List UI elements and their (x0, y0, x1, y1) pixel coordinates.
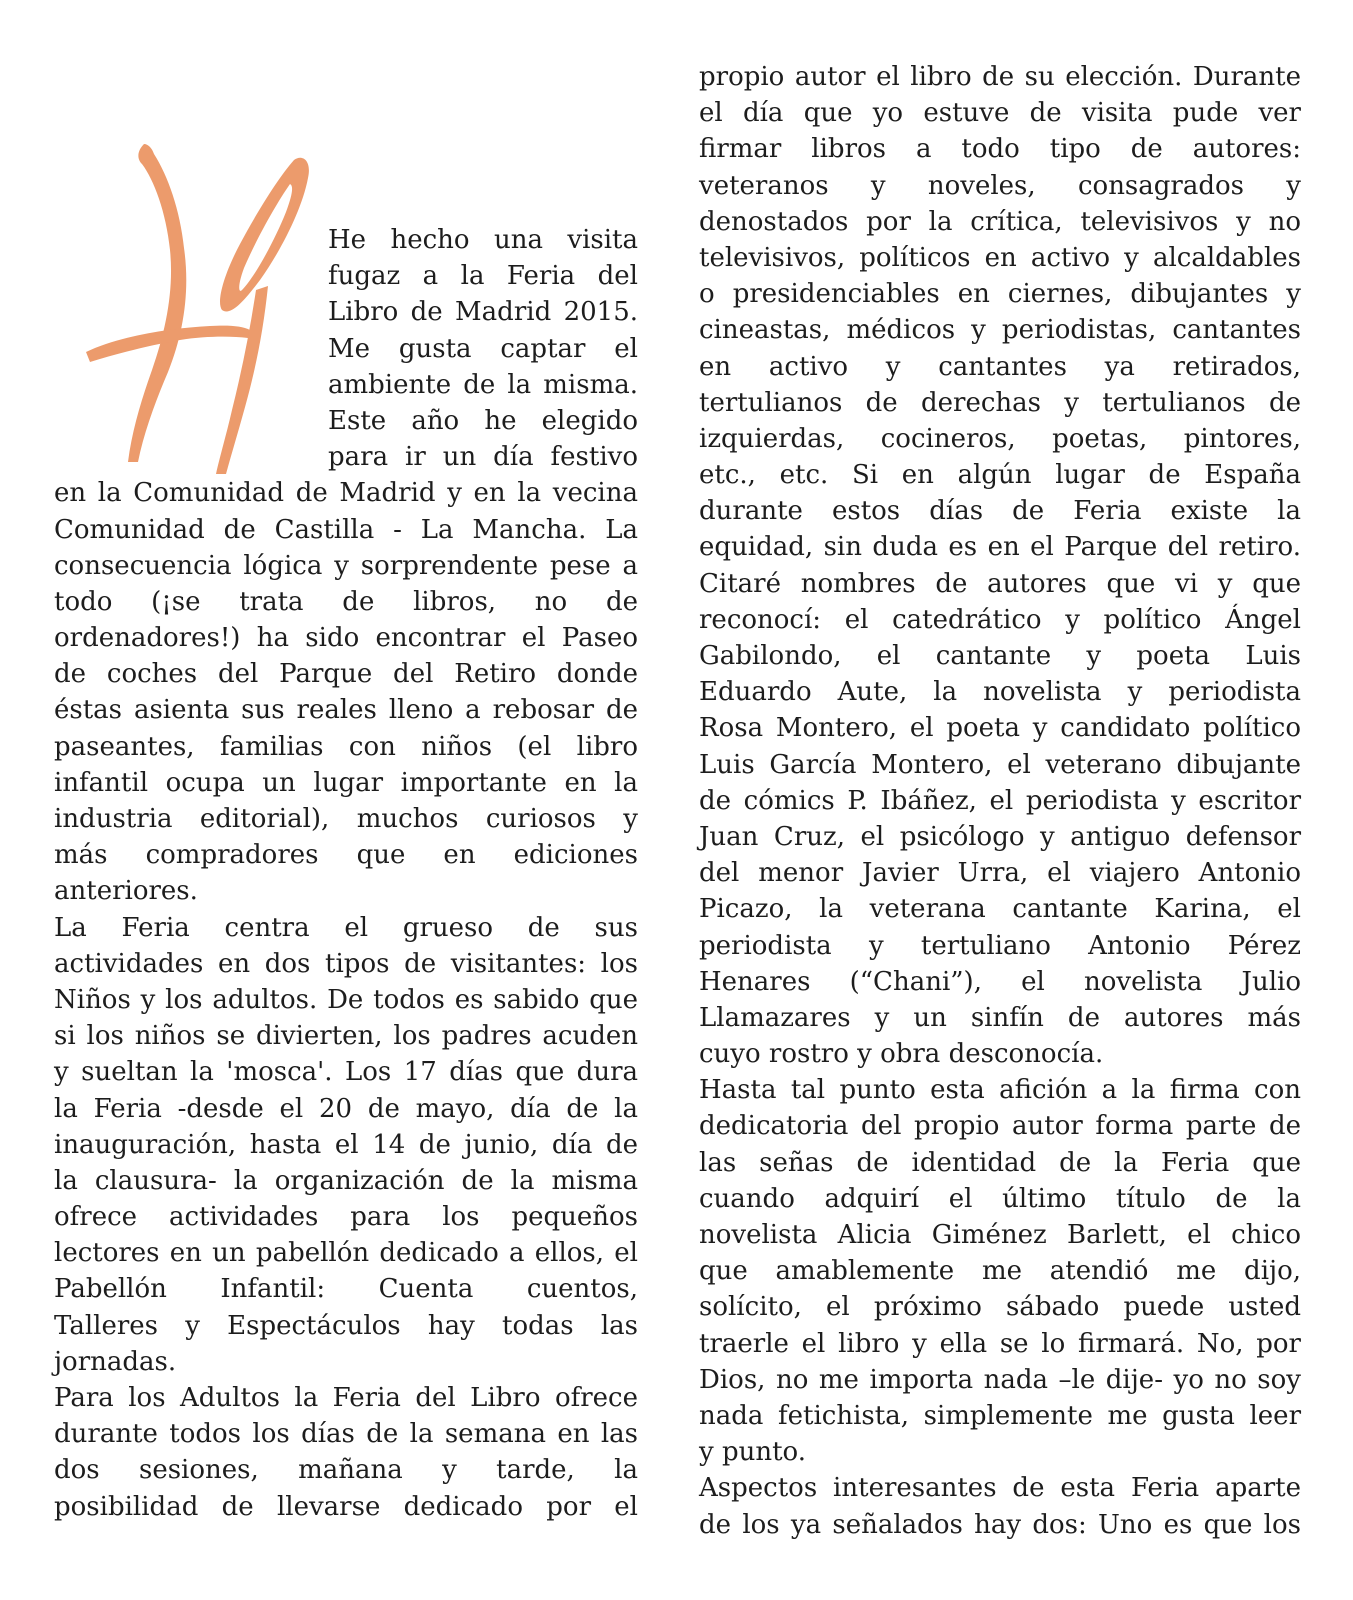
text-line: dos sesiones, mañana y tarde, la (54, 1455, 638, 1486)
text-line: consecuencia lógica y sorprendente pese a (54, 550, 638, 581)
text-line: de coches del Parque del Retiro donde (54, 659, 638, 690)
text-line: la clausura- la organización de la misma (54, 1165, 638, 1196)
text-line: Citaré nombres de autores que vi y que (699, 568, 1301, 599)
text-line: Llamazares y un sinfín de autores más (699, 1002, 1301, 1033)
text-line: tertulianos de derechas y tertulianos de (699, 387, 1301, 418)
text-line: de los ya señalados hay dos: Uno es que los (699, 1509, 1301, 1540)
text-line: ofrece actividades para los pequeños (54, 1202, 638, 1233)
text-line: si los niños se divierten, los padres acuden (54, 1021, 638, 1052)
text-line: que amablemente me atendió me dijo, (699, 1256, 1301, 1287)
text-line: Eduardo Aute, la novelista y periodista (699, 677, 1301, 708)
text-line: la Feria -desde el 20 de mayo, día de la (54, 1093, 638, 1124)
text-line: televisivos, políticos en activo y alcaldables (699, 242, 1301, 273)
text-line: reconocí: el catedrático y político Ángel (699, 604, 1301, 635)
text-line: Aspectos interesantes de esta Feria aparte (699, 1473, 1301, 1504)
text-line: actividades en dos tipos de visitantes: los (54, 948, 638, 979)
text-line: para ir un día festivo (328, 442, 638, 473)
text-line: Henares (“Chani”), el novelista Julio (699, 966, 1301, 997)
text-line: equidad, sin duda es en el Parque del retiro. (699, 532, 1301, 563)
text-line: izquierdas, cocineros, poetas, pintores, (699, 423, 1301, 454)
text-line: He hecho una visita (328, 225, 638, 255)
text-line: veteranos y noveles, consagrados y (699, 170, 1301, 201)
text-line: traerle el libro y ella se lo firmará. No, por (699, 1328, 1301, 1359)
text-line: Este año he elegido (328, 405, 638, 436)
text-line: Me gusta captar el (328, 333, 638, 364)
text-line: y sueltan la 'mosca'. Los 17 días que dura (54, 1057, 638, 1088)
left-column (54, 0, 638, 1525)
text-line: posibilidad de llevarse dedicado por el (54, 1491, 638, 1522)
text-line: propio autor el libro de su elección. Durante (699, 62, 1301, 92)
text-line: anteriores. (54, 876, 198, 907)
text-line: durante todos los días de la semana en las (54, 1419, 638, 1450)
text-line: firmar libros a todo tipo de autores: (699, 134, 1301, 165)
text-line: en activo y cantantes ya retirados, (699, 351, 1301, 382)
text-line: todo (¡se trata de libros, no de (54, 586, 638, 617)
text-line: lectores en un pabellón dedicado a ellos, el (54, 1238, 638, 1269)
text-line: más compradores que en ediciones (54, 840, 638, 871)
text-line: solícito, el próximo sábado puede usted (699, 1292, 1301, 1323)
text-line: del menor Javier Urra, el viajero Antonio (699, 858, 1301, 889)
text-line: etc., etc. Si en algún lugar de España (699, 460, 1301, 491)
text-line: y punto. (699, 1437, 806, 1468)
text-line: inauguración, hasta el 14 de junio, día de (54, 1129, 638, 1160)
text-line: Para los Adultos la Feria del Libro ofrece (54, 1383, 638, 1413)
text-line: éstas asienta sus reales lleno a rebosar de (54, 695, 638, 726)
text-line: cineastas, médicos y periodistas, cantantes (699, 315, 1301, 346)
left-column-body (54, 475, 638, 1524)
text-line: La Feria centra el grueso de sus (54, 912, 638, 943)
text-line: ambiente de la misma. (328, 369, 638, 400)
text-line: cuyo rostro y obra desconocía. (699, 1039, 1104, 1070)
text-line: Hasta tal punto esta afición a la firma con (699, 1075, 1301, 1106)
text-line: jornadas. (54, 1346, 177, 1377)
text-line: denostados por la crítica, televisivos y no (699, 206, 1301, 237)
text-line: Juan Cruz, el psicólogo y antiguo defensor (699, 821, 1301, 852)
text-line: paseantes, familias con niños (el libro (54, 731, 638, 762)
text-line: Libro de Madrid 2015. (328, 297, 638, 328)
text-line: novelista Alicia Giménez Barlett, el chico (699, 1220, 1301, 1250)
text-line: ordenadores!) ha sido encontrar el Paseo (54, 623, 638, 654)
text-line: durante estos días de Feria existe la (699, 496, 1301, 527)
text-line: Dios, no me importa nada –le dije- yo no soy (699, 1364, 1301, 1395)
text-line: fugaz a la Feria del (328, 261, 638, 292)
text-line: nada fetichista, simplemente me gusta leer (699, 1400, 1301, 1431)
right-column (699, 59, 1301, 1543)
text-line: cuando adquirí el último título de la (699, 1183, 1301, 1214)
text-line: periodista y tertuliano Antonio Pérez (699, 930, 1301, 961)
text-line: las señas de identidad de la Feria que (699, 1147, 1301, 1178)
text-line: Talleres y Espectáculos hay todas las (54, 1310, 638, 1341)
text-line: dedicatoria del propio autor forma parte de (699, 1111, 1301, 1142)
text-line: Picazo, la veterana cantante Karina, el (699, 894, 1301, 925)
text-line: Pabellón Infantil: Cuenta cuentos, (54, 1274, 638, 1305)
text-line: Comunidad de Castilla - La Mancha. La (54, 514, 638, 545)
text-line: industria editorial), muchos curiosos y (54, 804, 638, 834)
text-line: el día que yo estuve de visita pude ver (699, 98, 1301, 129)
text-line: o presidenciables en ciernes, dibujantes y (699, 279, 1301, 310)
text-line: Rosa Montero, el poeta y candidato político (699, 713, 1301, 744)
text-line: Niños y los adultos. De todos es sabido que (54, 984, 638, 1015)
dropcap-paragraph-lines (54, 0, 638, 475)
text-line: de cómics P. Ibáñez, el periodista y escritor (699, 785, 1301, 816)
text-line: Gabilondo, el cantante y poeta Luis (699, 641, 1301, 671)
text-line: Luis García Montero, el veterano dibujante (699, 749, 1301, 780)
text-line: en la Comunidad de Madrid y en la vecina (54, 478, 638, 509)
text-line: infantil ocupa un lugar importante en la (54, 767, 638, 798)
